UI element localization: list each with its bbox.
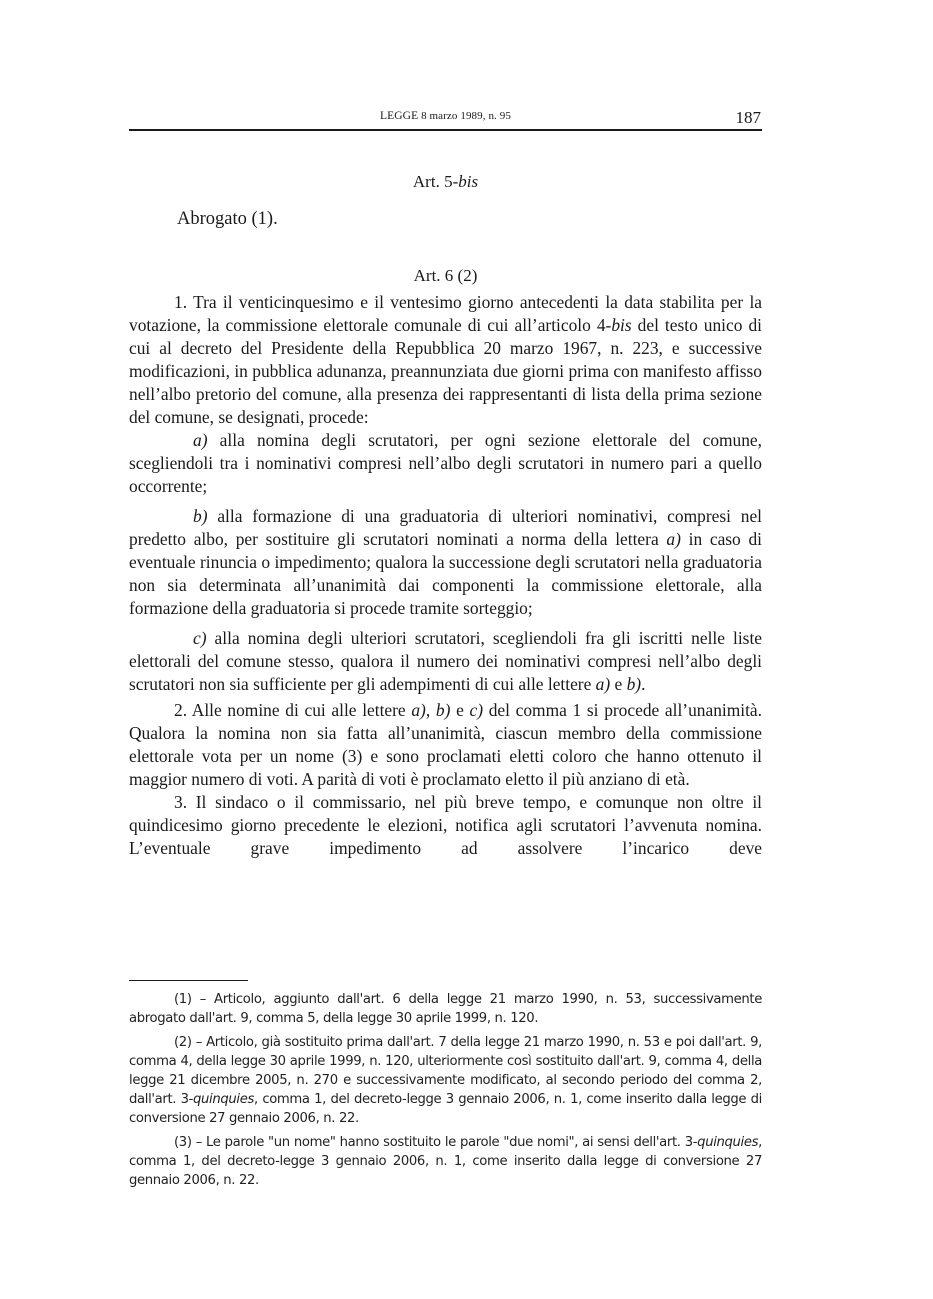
header-rule bbox=[129, 129, 762, 131]
article-5bis-title-bis: bis bbox=[458, 172, 479, 191]
running-title-law: LEGGE bbox=[380, 110, 419, 122]
article-5bis-text: Abrogato (1). bbox=[177, 209, 278, 229]
letter-c-ref-b: b) bbox=[626, 674, 642, 694]
paragraph-2-text-1: 2. Alle nomine di cui alle lettere bbox=[174, 700, 412, 720]
article-6-title: Art. 6 (2) bbox=[413, 266, 478, 285]
letter-c-label: c) bbox=[193, 628, 207, 648]
letter-c-ref-a: a) bbox=[595, 674, 611, 694]
article-5bis-title bbox=[129, 172, 762, 192]
running-title bbox=[129, 110, 762, 122]
paragraph-2-and: e bbox=[450, 700, 470, 720]
footnote-2-quinquies: quinquies bbox=[193, 1092, 255, 1107]
footnote-3-quinquies: quinquies bbox=[697, 1135, 759, 1150]
letter-b-label: b) bbox=[193, 506, 208, 526]
footnote-2-text-b: , comma 1, del decreto-legge 3 gennaio 2006, n. 1, come inserito dalla legge di conversione 27 gennaio 2006, n. 22. bbox=[129, 1092, 762, 1126]
paragraph-2-ref-b: b) bbox=[435, 700, 451, 720]
paragraph-2-ref-c: c) bbox=[469, 700, 484, 720]
footnote-2-text-a: (2) – Articolo, già sostituito prima dall'art. 7 della legge 21 marzo 1990, n. 53 e poi dall'art. 9, comma 4, della legge 30 aprile 1999, n. 120, ulteriormente così sostituito dall'art. 9, comma 4, della legge 21 dicembre 2005, n. 270 e successivamente modificato, al secondo periodo del comma 2, dall'art. 3- bbox=[129, 1035, 762, 1107]
paragraph-2 bbox=[129, 699, 762, 791]
footnote-rule bbox=[129, 980, 248, 981]
paragraph-2-text-2: del comma 1 si procede all’unanimità. Qualora la nomina non sia fatta all’unanimità, ciascun membro della commissione elettorale vota per un nome (3) e sono proclamati eletti coloro che hanno ottenuto il maggior numero di voti. A parità di voti è proclamato eletto il più anziano di età. bbox=[129, 700, 762, 789]
paragraph-1-text-b: del testo unico di cui al decreto del Presidente della Repubblica 20 marzo 1967, n. 223, e successive modificazioni, in pubblica adunanza, preannunziata due giorni prima con manifesto affisso nell’albo pretorio del comune, alla presenza dei rappresentanti di lista della prima sezione del comune, se designati, procede: bbox=[129, 315, 762, 427]
running-header bbox=[129, 108, 762, 130]
paragraph-1-letter-a bbox=[129, 429, 762, 498]
paragraph-1-text-a: 1. Tra il venticinquesimo e il ventesimo giorno antecedenti la data stabilita per la votazione, la commissione elettorale comunale di cui all’articolo 4- bbox=[129, 292, 762, 335]
running-title-date: 8 marzo 1989, n. 95 bbox=[421, 110, 511, 122]
page-number: 187 bbox=[735, 108, 761, 127]
footnote-3-text-a: (3) – Le parole "un nome" hanno sostituito le parole "due nomi", ai sensi dell'art. 3- bbox=[174, 1135, 698, 1150]
footnote-2 bbox=[129, 1033, 762, 1128]
paragraph-1 bbox=[129, 291, 762, 429]
paragraph-3: 3. Il sindaco o il commissario, nel più breve tempo, e comunque non oltre il quindicesimo giorno precedente le elezioni, notifica agli scrutatori l’avvenuta nomina. L’eventuale grave impedimento ad assolvere l’incarico deve bbox=[129, 792, 762, 858]
footnote-1: (1) – Articolo, aggiunto dall'art. 6 della legge 21 marzo 1990, n. 53, successivamente abrogato dall'art. 9, comma 5, della legge 30 aprile 1999, n. 120. bbox=[129, 992, 762, 1026]
footnotes bbox=[129, 990, 762, 1195]
letter-c-and: e bbox=[610, 674, 627, 694]
footnote-3 bbox=[129, 1133, 762, 1190]
letter-c-text-1: alla nomina degli ulteriori scrutatori, scegliendoli fra gli iscritti nelle liste elettorali del comune stesso, qualora il numero dei nominativi compresi nell’albo degli scrutatori non sia sufficiente per gli adempimenti di cui alle lettere bbox=[129, 628, 762, 694]
letter-b-text-2: in caso di eventuale rinuncia o impedimento; qualora la successione degli scrutatori nella graduatoria non sia determinata all’unanimità dai componenti la commissione elettorale, alla formazione della graduatoria si procede tramite sorteggio; bbox=[129, 529, 762, 618]
letter-b-ref-a: a) bbox=[666, 529, 681, 549]
letter-a-label: a) bbox=[193, 430, 208, 450]
article-6-body bbox=[129, 291, 762, 860]
letter-a-text: alla nomina degli scrutatori, per ogni sezione elettorale del comune, scegliendoli tra i nominativi compresi nell’albo degli scrutatori in numero pari a quello occorrente; bbox=[129, 430, 762, 496]
paragraph-1-letter-c bbox=[129, 627, 762, 696]
paragraph-1-bis: bis bbox=[611, 315, 632, 335]
paragraph-2-ref-a: a) bbox=[411, 700, 426, 720]
footnote-3-text-b: , comma 1, del decreto-legge 3 gennaio 2006, n. 1, come inserito dalla legge di conversione 27 gennaio 2006, n. 22. bbox=[129, 1135, 762, 1188]
letter-b-text-1: alla formazione di una graduatoria di ulteriori nominativi, compresi nel predetto albo, per sostituire gli scrutatori nominati a norma della lettera bbox=[129, 506, 762, 549]
letter-c-end: . bbox=[641, 674, 646, 694]
article-5bis-title-prefix: Art. 5- bbox=[412, 172, 459, 191]
paragraph-2-sep: , bbox=[425, 700, 436, 720]
paragraph-1-letter-b bbox=[129, 505, 762, 620]
